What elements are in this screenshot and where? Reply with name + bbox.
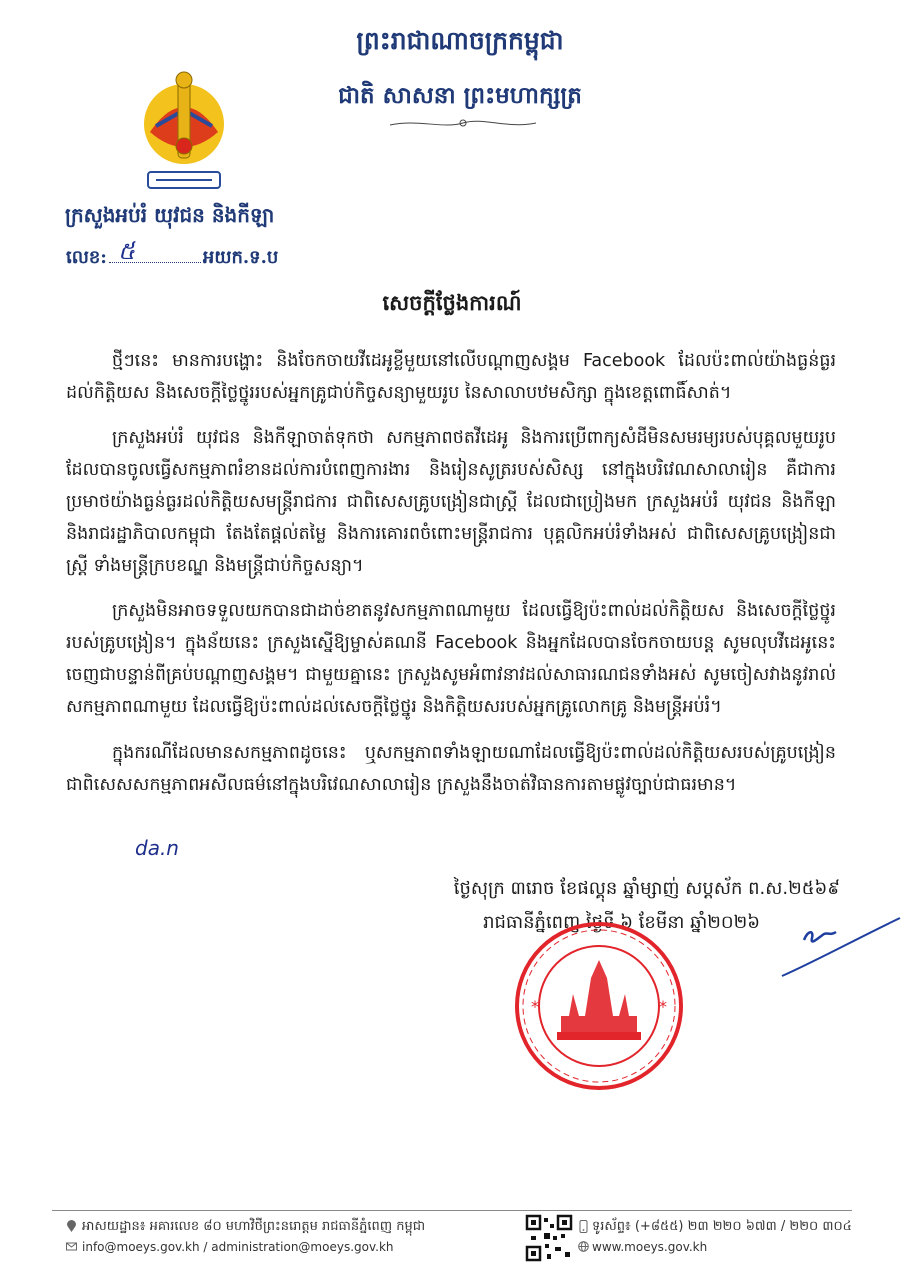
body-paragraph-3: ក្រសួងមិនអាចទទួលយកបានជាដាច់ខាតនូវសកម្មភាពណាមួយ ដែលធ្វើឱ្យប៉ះពាល់ដល់កិត្តិយស និងសេចក្តីថ្លៃថ្នូររបស់គ្រូបង្រៀន។ ក្នុងន័យនេះ ក្រសួងស្នើឱ្យម្ចាស់គណនី Facebook និងអ្នកដែលបានចែកចាយបន្ត សូមលុបវីដេអូនេះចេញជាបន្ទាន់ពីគ្រប់បណ្តាញសង្គម។ ជាមួយគ្នានេះ ក្រសួងសូមអំពាវនាវដល់សាធារណជនទាំងអស់ សូមចៀសវាងនូវរាល់សកម្មភាពណាមួយ ដែលធ្វើឱ្យប៉ះពាល់ដល់សេចក្តីថ្លៃថ្នូរ និងកិត្តិយសរបស់អ្នកគ្រូលោកគ្រូ និងមន្ត្រីអប់រំ។ (66, 601, 836, 717)
location-pin-icon (66, 1220, 77, 1233)
reference-number-handwritten: ៥ (118, 237, 135, 265)
document-title: សេចក្តីថ្លែងការណ៍ (382, 291, 522, 315)
footer-website[interactable]: www.moeys.gov.kh (592, 1240, 708, 1254)
globe-icon (578, 1241, 589, 1252)
phone-icon (578, 1220, 589, 1233)
official-seal-icon (513, 920, 685, 1092)
date-place-solar: រាជធានីភ្នំពេញ ថ្ងៃទី ៦ ខែមីនា ឆ្នាំ២០២៦ (483, 912, 760, 933)
body-paragraph-4: ក្នុងករណីដែលមានសកម្មភាពដូចនេះ ឬសកម្មភាពទាំងឡាយណាដែលធ្វើឱ្យប៉ះពាល់ដល់កិត្តិយសរបស់គ្រូបង្រៀន ជាពិសេសសកម្មភាពអសីលធម៌នៅក្នុងបរិវេណសាលារៀន ក្រសួងនឹងចាត់វិធានការតាមផ្លូវច្បាប់ជាធរមាន។ (66, 743, 836, 795)
footer-phone: ទូរស័ព្ទ៖ (+៨៥៥) ២៣ ២២០ ៦៧៣ / ២២០ ៣០៤ (592, 1219, 852, 1234)
national-motto: ជាតិ សាសនា ព្រះមហាក្សត្រ (338, 82, 582, 109)
qr-code-icon (525, 1214, 573, 1262)
body-paragraph-2: ក្រសួងអប់រំ យុវជន និងកីឡាចាត់ទុកថា សកម្មភាពថតវីដេអូ និងការប្រើពាក្យសំដីមិនសមរម្យរបស់បុគ្គលមួយរូប ដែលបានចូលធ្វើសកម្មភាពរំខានដល់ការបំពេញការងារ និងរៀនសូត្ររបស់សិស្ស នៅក្នុងបរិវេណសាលារៀន គឺជាការប្រមាថយ៉ាងធ្ងន់ធ្ងរដល់កិត្តិយសមន្ត្រីរាជការ ជាពិសេសគ្រូបង្រៀនជាស្ត្រី ដែលជាប្រៀងមក ក្រសួងអប់រំ យុវជន និងកីឡា និងរាជរដ្ឋាភិបាលកម្ពុជា តែងតែផ្តល់តម្លៃ និងការគោរពចំពោះមន្ត្រីរាជការ បុគ្គលិកអប់រំទាំងអស់ ជាពិសេសគ្រូបង្រៀនជាស្ត្រី ទាំងមន្ត្រីក្របខណ្ឌ និងមន្ត្រីជាប់កិច្ចសន្យា។ (66, 428, 836, 576)
email-icon (66, 1241, 77, 1252)
ministry-name: ក្រសួងអប់រំ យុវជន និងកីឡា (65, 203, 275, 227)
body-paragraph-1: ថ្មីៗនេះ មានការបង្ហោះ និងចែកចាយវីដេអូខ្លីមួយនៅលើបណ្តាញសង្គម Facebook ដែលប៉ះពាល់យ៉ាងធ្ងន់ធ្ងរដល់កិត្តិយស និងសេចក្តីថ្លៃថ្នូររបស់អ្នកគ្រូជាប់កិច្ចសន្យាមួយរូប នៃសាលាបឋមសិក្សា ក្នុងខេត្តពោធិ៍សាត់។ (66, 351, 836, 403)
signature-mark (778, 908, 902, 980)
reference-suffix: អយក.ទ.ប (202, 247, 279, 268)
reference-label: លេខ: (66, 247, 107, 268)
reference-line (66, 245, 278, 272)
footer-email[interactable]: info@moeys.gov.kh / administration@moeys.gov.kh (82, 1240, 394, 1254)
footer-address: អាសយដ្ឋាន៖ អគារលេខ ៨០ មហាវិថីព្រះនរោត្តម រាជធានីភ្នំពេញ កម្ពុជា (82, 1219, 426, 1234)
header-ornament-icon (388, 115, 538, 131)
svg-text:*: * (531, 997, 539, 1016)
date-lunar: ថ្ងៃសុក្រ ៣រោច ខែផល្គុន ឆ្នាំម្សាញ់ សប្តស័ក ព.ស.២៥៦៩ (453, 878, 840, 899)
svg-text:*: * (659, 997, 667, 1016)
ministry-emblem-icon (138, 62, 230, 194)
footer-divider (52, 1210, 852, 1211)
handwritten-initials: da.n (135, 836, 179, 860)
kingdom-heading: ព្រះរាជាណាចក្រកម្ពុជា (356, 26, 564, 55)
